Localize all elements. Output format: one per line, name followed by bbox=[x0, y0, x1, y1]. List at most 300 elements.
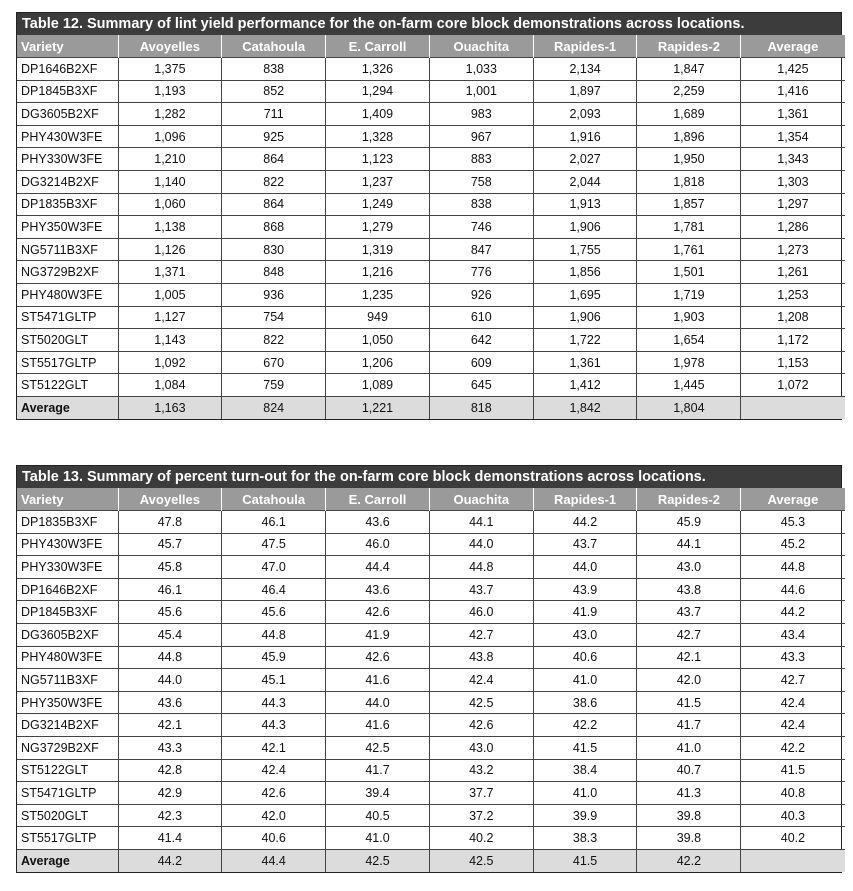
value-cell: 43.7 bbox=[637, 601, 741, 624]
variety-cell: PHY430W3FE bbox=[17, 125, 118, 148]
table-body bbox=[17, 58, 845, 419]
column-header: Rapides-2 bbox=[637, 488, 741, 511]
column-header: Rapides-1 bbox=[533, 488, 637, 511]
value-cell: 41.5 bbox=[637, 691, 741, 714]
value-cell: 39.4 bbox=[326, 782, 430, 805]
value-cell: 45.6 bbox=[118, 601, 222, 624]
value-cell: 44.4 bbox=[326, 556, 430, 579]
table-row bbox=[17, 306, 845, 329]
column-header: E. Carroll bbox=[326, 488, 430, 511]
value-cell: 1,755 bbox=[533, 238, 637, 261]
value-cell: 1,126 bbox=[118, 238, 222, 261]
variety-cell: DG3214B2XF bbox=[17, 714, 118, 737]
value-cell: 37.2 bbox=[429, 804, 533, 827]
table-row bbox=[17, 125, 845, 148]
value-cell: 42.5 bbox=[326, 736, 430, 759]
variety-cell: DG3214B2XF bbox=[17, 170, 118, 193]
value-cell: 1,654 bbox=[637, 329, 741, 352]
value-cell: 40.6 bbox=[533, 646, 637, 669]
value-cell: 44.8 bbox=[118, 646, 222, 669]
value-cell: 42.2 bbox=[637, 849, 741, 871]
value-cell: 848 bbox=[222, 261, 326, 284]
value-cell: 44.2 bbox=[741, 601, 845, 624]
value-cell: 1,060 bbox=[118, 193, 222, 216]
value-cell: 40.8 bbox=[741, 782, 845, 805]
column-header: E. Carroll bbox=[326, 35, 430, 58]
table-row bbox=[17, 804, 845, 827]
value-cell: 1,261 bbox=[741, 261, 845, 284]
column-header: Rapides-1 bbox=[533, 35, 637, 58]
value-cell: 42.7 bbox=[741, 669, 845, 692]
value-cell: 42.5 bbox=[429, 691, 533, 714]
value-cell: 1,416 bbox=[741, 80, 845, 103]
value-cell: 41.5 bbox=[533, 736, 637, 759]
value-cell: 43.0 bbox=[637, 556, 741, 579]
value-cell: 41.5 bbox=[741, 759, 845, 782]
value-cell: 45.9 bbox=[222, 646, 326, 669]
column-header: Average bbox=[741, 488, 845, 511]
value-cell: 44.0 bbox=[533, 556, 637, 579]
value-cell: 759 bbox=[222, 374, 326, 397]
table-row bbox=[17, 556, 845, 579]
value-cell: 41.6 bbox=[326, 714, 430, 737]
variety-cell: PHY430W3FE bbox=[17, 533, 118, 556]
value-cell: 1,050 bbox=[326, 329, 430, 352]
value-cell: 1,143 bbox=[118, 329, 222, 352]
value-cell: 44.0 bbox=[118, 669, 222, 692]
value-cell: 41.5 bbox=[533, 849, 637, 871]
value-cell: 42.1 bbox=[637, 646, 741, 669]
value-cell: 41.0 bbox=[326, 827, 430, 850]
value-cell: 822 bbox=[222, 329, 326, 352]
value-cell: 711 bbox=[222, 103, 326, 126]
value-cell: 864 bbox=[222, 148, 326, 171]
value-cell: 1,913 bbox=[533, 193, 637, 216]
value-cell: 1,950 bbox=[637, 148, 741, 171]
value-cell: 41.0 bbox=[533, 782, 637, 805]
value-cell: 45.1 bbox=[222, 669, 326, 692]
value-cell: 1,978 bbox=[637, 351, 741, 374]
variety-cell: ST5020GLT bbox=[17, 329, 118, 352]
header-row bbox=[17, 488, 845, 511]
table-row bbox=[17, 261, 845, 284]
value-cell: 40.6 bbox=[222, 827, 326, 850]
value-cell: 1,072 bbox=[741, 374, 845, 397]
value-cell: 1,781 bbox=[637, 216, 741, 239]
value-cell: 1,297 bbox=[741, 193, 845, 216]
value-cell: 41.0 bbox=[637, 736, 741, 759]
table-row bbox=[17, 58, 845, 81]
value-cell: 1,123 bbox=[326, 148, 430, 171]
column-header: Avoyelles bbox=[118, 35, 222, 58]
value-cell: 39.8 bbox=[637, 827, 741, 850]
value-cell: 44.6 bbox=[741, 578, 845, 601]
table-row bbox=[17, 759, 845, 782]
value-cell: 46.0 bbox=[429, 601, 533, 624]
turnout-grid bbox=[17, 488, 845, 872]
table-row bbox=[17, 646, 845, 669]
column-header: Ouachita bbox=[429, 35, 533, 58]
value-cell: 1,033 bbox=[429, 58, 533, 81]
average-row bbox=[17, 849, 845, 871]
value-cell: 1,286 bbox=[741, 216, 845, 239]
value-cell: 983 bbox=[429, 103, 533, 126]
value-cell bbox=[741, 849, 845, 871]
value-cell: 1,210 bbox=[118, 148, 222, 171]
value-cell: 1,354 bbox=[741, 125, 845, 148]
value-cell: 967 bbox=[429, 125, 533, 148]
lint-yield-grid bbox=[17, 35, 845, 419]
value-cell: 1,303 bbox=[741, 170, 845, 193]
value-cell: 42.0 bbox=[637, 669, 741, 692]
value-cell: 1,138 bbox=[118, 216, 222, 239]
variety-cell: PHY330W3FE bbox=[17, 556, 118, 579]
value-cell: 41.4 bbox=[118, 827, 222, 850]
value-cell: 41.7 bbox=[637, 714, 741, 737]
value-cell: 818 bbox=[429, 396, 533, 418]
value-cell: 1,235 bbox=[326, 283, 430, 306]
value-cell: 44.8 bbox=[741, 556, 845, 579]
value-cell: 45.4 bbox=[118, 623, 222, 646]
value-cell: 42.4 bbox=[222, 759, 326, 782]
value-cell: 1,847 bbox=[637, 58, 741, 81]
value-cell: 883 bbox=[429, 148, 533, 171]
variety-cell: NG5711B3XF bbox=[17, 669, 118, 692]
value-cell: 926 bbox=[429, 283, 533, 306]
value-cell: 1,857 bbox=[637, 193, 741, 216]
table-row bbox=[17, 148, 845, 171]
value-cell: 838 bbox=[429, 193, 533, 216]
value-cell: 2,134 bbox=[533, 58, 637, 81]
table-row bbox=[17, 736, 845, 759]
value-cell: 868 bbox=[222, 216, 326, 239]
value-cell: 1,249 bbox=[326, 193, 430, 216]
variety-cell: DP1845B3XF bbox=[17, 80, 118, 103]
variety-cell: DG3605B2XF bbox=[17, 103, 118, 126]
value-cell: 824 bbox=[222, 396, 326, 418]
table-row bbox=[17, 714, 845, 737]
variety-cell: ST5517GLTP bbox=[17, 351, 118, 374]
table-title: Table 13. Summary of percent turn-out for the on-farm core block demonstrations across locations. bbox=[17, 466, 841, 488]
variety-cell: DP1646B2XF bbox=[17, 578, 118, 601]
value-cell: 46.4 bbox=[222, 578, 326, 601]
value-cell: 44.4 bbox=[222, 849, 326, 871]
value-cell: 1,695 bbox=[533, 283, 637, 306]
value-cell: 1,371 bbox=[118, 261, 222, 284]
value-cell: 40.7 bbox=[637, 759, 741, 782]
value-cell: 852 bbox=[222, 80, 326, 103]
value-cell: 670 bbox=[222, 351, 326, 374]
value-cell: 43.7 bbox=[429, 578, 533, 601]
value-cell: 43.3 bbox=[741, 646, 845, 669]
column-header: Avoyelles bbox=[118, 488, 222, 511]
value-cell: 43.4 bbox=[741, 623, 845, 646]
value-cell: 42.5 bbox=[326, 849, 430, 871]
variety-cell: PHY480W3FE bbox=[17, 646, 118, 669]
value-cell: 1,761 bbox=[637, 238, 741, 261]
value-cell: 1,193 bbox=[118, 80, 222, 103]
column-header: Variety bbox=[17, 35, 118, 58]
column-header: Catahoula bbox=[222, 35, 326, 58]
value-cell: 43.6 bbox=[326, 578, 430, 601]
value-cell: 43.9 bbox=[533, 578, 637, 601]
value-cell: 46.1 bbox=[222, 511, 326, 534]
table-row bbox=[17, 103, 845, 126]
value-cell: 42.9 bbox=[118, 782, 222, 805]
value-cell: 43.0 bbox=[533, 623, 637, 646]
value-cell: 1,856 bbox=[533, 261, 637, 284]
variety-cell: ST5471GLTP bbox=[17, 306, 118, 329]
value-cell: 1,425 bbox=[741, 58, 845, 81]
value-cell: 1,153 bbox=[741, 351, 845, 374]
variety-cell: PHY330W3FE bbox=[17, 148, 118, 171]
value-cell: 45.8 bbox=[118, 556, 222, 579]
value-cell: 1,216 bbox=[326, 261, 430, 284]
value-cell: 39.8 bbox=[637, 804, 741, 827]
value-cell: 44.1 bbox=[637, 533, 741, 556]
value-cell: 1,319 bbox=[326, 238, 430, 261]
variety-cell: NG3729B2XF bbox=[17, 736, 118, 759]
variety-cell: NG3729B2XF bbox=[17, 261, 118, 284]
column-header: Catahoula bbox=[222, 488, 326, 511]
value-cell: 44.8 bbox=[222, 623, 326, 646]
value-cell: 42.7 bbox=[429, 623, 533, 646]
variety-cell: PHY350W3FE bbox=[17, 691, 118, 714]
value-cell: 1,089 bbox=[326, 374, 430, 397]
value-cell: 1,916 bbox=[533, 125, 637, 148]
variety-cell: ST5020GLT bbox=[17, 804, 118, 827]
value-cell: 1,208 bbox=[741, 306, 845, 329]
value-cell: 44.0 bbox=[326, 691, 430, 714]
turnout-table bbox=[16, 465, 842, 873]
variety-cell: DP1835B3XF bbox=[17, 193, 118, 216]
variety-cell: ST5471GLTP bbox=[17, 782, 118, 805]
value-cell: 1,375 bbox=[118, 58, 222, 81]
value-cell: 45.9 bbox=[637, 511, 741, 534]
value-cell: 1,084 bbox=[118, 374, 222, 397]
value-cell: 1,328 bbox=[326, 125, 430, 148]
value-cell: 43.6 bbox=[118, 691, 222, 714]
value-cell: 1,409 bbox=[326, 103, 430, 126]
value-cell: 44.2 bbox=[118, 849, 222, 871]
table-row bbox=[17, 80, 845, 103]
value-cell: 830 bbox=[222, 238, 326, 261]
value-cell: 42.8 bbox=[118, 759, 222, 782]
variety-cell: NG5711B3XF bbox=[17, 238, 118, 261]
value-cell: 40.5 bbox=[326, 804, 430, 827]
value-cell: 46.1 bbox=[118, 578, 222, 601]
table-title: Table 12. Summary of lint yield performance for the on-farm core block demonstrations across locations. bbox=[17, 13, 841, 35]
value-cell: 44.1 bbox=[429, 511, 533, 534]
value-cell: 42.7 bbox=[637, 623, 741, 646]
value-cell: 1,005 bbox=[118, 283, 222, 306]
value-cell: 42.4 bbox=[741, 691, 845, 714]
table-row bbox=[17, 329, 845, 352]
table-row bbox=[17, 533, 845, 556]
value-cell: 45.2 bbox=[741, 533, 845, 556]
value-cell: 41.9 bbox=[326, 623, 430, 646]
value-cell: 642 bbox=[429, 329, 533, 352]
value-cell: 1,804 bbox=[637, 396, 741, 418]
value-cell: 1,501 bbox=[637, 261, 741, 284]
value-cell: 1,092 bbox=[118, 351, 222, 374]
table-row bbox=[17, 669, 845, 692]
column-header: Ouachita bbox=[429, 488, 533, 511]
value-cell: 41.6 bbox=[326, 669, 430, 692]
value-cell: 42.4 bbox=[741, 714, 845, 737]
value-cell: 1,903 bbox=[637, 306, 741, 329]
value-cell: 1,237 bbox=[326, 170, 430, 193]
value-cell: 44.3 bbox=[222, 691, 326, 714]
value-cell: 1,412 bbox=[533, 374, 637, 397]
value-cell: 949 bbox=[326, 306, 430, 329]
table-row bbox=[17, 601, 845, 624]
value-cell: 39.9 bbox=[533, 804, 637, 827]
value-cell: 41.3 bbox=[637, 782, 741, 805]
value-cell: 754 bbox=[222, 306, 326, 329]
value-cell: 42.3 bbox=[118, 804, 222, 827]
value-cell: 45.6 bbox=[222, 601, 326, 624]
value-cell: 1,896 bbox=[637, 125, 741, 148]
table-row bbox=[17, 782, 845, 805]
table-row bbox=[17, 511, 845, 534]
value-cell: 37.7 bbox=[429, 782, 533, 805]
value-cell: 1,294 bbox=[326, 80, 430, 103]
value-cell: 2,093 bbox=[533, 103, 637, 126]
value-cell: 1,221 bbox=[326, 396, 430, 418]
value-cell: 1,906 bbox=[533, 216, 637, 239]
variety-cell: ST5517GLTP bbox=[17, 827, 118, 850]
table-body bbox=[17, 511, 845, 872]
value-cell: 43.0 bbox=[429, 736, 533, 759]
value-cell: 609 bbox=[429, 351, 533, 374]
value-cell: 38.3 bbox=[533, 827, 637, 850]
value-cell: 1,343 bbox=[741, 148, 845, 171]
value-cell: 1,906 bbox=[533, 306, 637, 329]
value-cell: 1,689 bbox=[637, 103, 741, 126]
value-cell: 1,361 bbox=[533, 351, 637, 374]
average-row bbox=[17, 396, 845, 418]
value-cell: 40.2 bbox=[429, 827, 533, 850]
lint-yield-table bbox=[16, 12, 842, 420]
value-cell: 44.2 bbox=[533, 511, 637, 534]
value-cell: 46.0 bbox=[326, 533, 430, 556]
table-row bbox=[17, 193, 845, 216]
table-row bbox=[17, 374, 845, 397]
value-cell: 42.0 bbox=[222, 804, 326, 827]
value-cell: 40.2 bbox=[741, 827, 845, 850]
value-cell: 42.2 bbox=[741, 736, 845, 759]
value-cell: 1,722 bbox=[533, 329, 637, 352]
value-cell: 42.1 bbox=[222, 736, 326, 759]
value-cell: 2,259 bbox=[637, 80, 741, 103]
value-cell: 1,842 bbox=[533, 396, 637, 418]
variety-cell: ST5122GLT bbox=[17, 374, 118, 397]
value-cell: 610 bbox=[429, 306, 533, 329]
value-cell: 41.9 bbox=[533, 601, 637, 624]
value-cell bbox=[741, 396, 845, 418]
table-row bbox=[17, 578, 845, 601]
column-header: Variety bbox=[17, 488, 118, 511]
variety-cell: PHY480W3FE bbox=[17, 283, 118, 306]
value-cell: 42.6 bbox=[326, 601, 430, 624]
value-cell: 45.7 bbox=[118, 533, 222, 556]
value-cell: 45.3 bbox=[741, 511, 845, 534]
variety-cell: DP1646B2XF bbox=[17, 58, 118, 81]
value-cell: 2,027 bbox=[533, 148, 637, 171]
value-cell: 822 bbox=[222, 170, 326, 193]
variety-cell: DP1835B3XF bbox=[17, 511, 118, 534]
value-cell: 43.3 bbox=[118, 736, 222, 759]
variety-cell: DP1845B3XF bbox=[17, 601, 118, 624]
variety-cell: Average bbox=[17, 396, 118, 418]
value-cell: 746 bbox=[429, 216, 533, 239]
value-cell: 42.4 bbox=[429, 669, 533, 692]
table-row bbox=[17, 691, 845, 714]
value-cell: 1,127 bbox=[118, 306, 222, 329]
table-row bbox=[17, 283, 845, 306]
value-cell: 1,897 bbox=[533, 80, 637, 103]
value-cell: 1,279 bbox=[326, 216, 430, 239]
table-row bbox=[17, 170, 845, 193]
variety-cell: ST5122GLT bbox=[17, 759, 118, 782]
value-cell: 42.6 bbox=[429, 714, 533, 737]
value-cell: 1,361 bbox=[741, 103, 845, 126]
value-cell: 44.8 bbox=[429, 556, 533, 579]
value-cell: 1,253 bbox=[741, 283, 845, 306]
table-row bbox=[17, 351, 845, 374]
value-cell: 1,096 bbox=[118, 125, 222, 148]
value-cell: 43.6 bbox=[326, 511, 430, 534]
value-cell: 1,172 bbox=[741, 329, 845, 352]
column-header: Rapides-2 bbox=[637, 35, 741, 58]
value-cell: 758 bbox=[429, 170, 533, 193]
value-cell: 1,445 bbox=[637, 374, 741, 397]
header-row bbox=[17, 35, 845, 58]
value-cell: 838 bbox=[222, 58, 326, 81]
value-cell: 42.5 bbox=[429, 849, 533, 871]
value-cell: 41.0 bbox=[533, 669, 637, 692]
table-row bbox=[17, 623, 845, 646]
table-row bbox=[17, 827, 845, 850]
value-cell: 43.8 bbox=[429, 646, 533, 669]
value-cell: 1,001 bbox=[429, 80, 533, 103]
value-cell: 43.7 bbox=[533, 533, 637, 556]
variety-cell: Average bbox=[17, 849, 118, 871]
value-cell: 1,206 bbox=[326, 351, 430, 374]
table-row bbox=[17, 238, 845, 261]
value-cell: 1,163 bbox=[118, 396, 222, 418]
value-cell: 936 bbox=[222, 283, 326, 306]
value-cell: 43.2 bbox=[429, 759, 533, 782]
value-cell: 42.6 bbox=[222, 782, 326, 805]
value-cell: 847 bbox=[429, 238, 533, 261]
value-cell: 42.2 bbox=[533, 714, 637, 737]
value-cell: 1,273 bbox=[741, 238, 845, 261]
value-cell: 41.7 bbox=[326, 759, 430, 782]
value-cell: 40.3 bbox=[741, 804, 845, 827]
value-cell: 1,140 bbox=[118, 170, 222, 193]
value-cell: 1,719 bbox=[637, 283, 741, 306]
value-cell: 38.4 bbox=[533, 759, 637, 782]
value-cell: 44.0 bbox=[429, 533, 533, 556]
value-cell: 47.0 bbox=[222, 556, 326, 579]
value-cell: 42.6 bbox=[326, 646, 430, 669]
value-cell: 645 bbox=[429, 374, 533, 397]
value-cell: 1,282 bbox=[118, 103, 222, 126]
value-cell: 47.8 bbox=[118, 511, 222, 534]
value-cell: 776 bbox=[429, 261, 533, 284]
